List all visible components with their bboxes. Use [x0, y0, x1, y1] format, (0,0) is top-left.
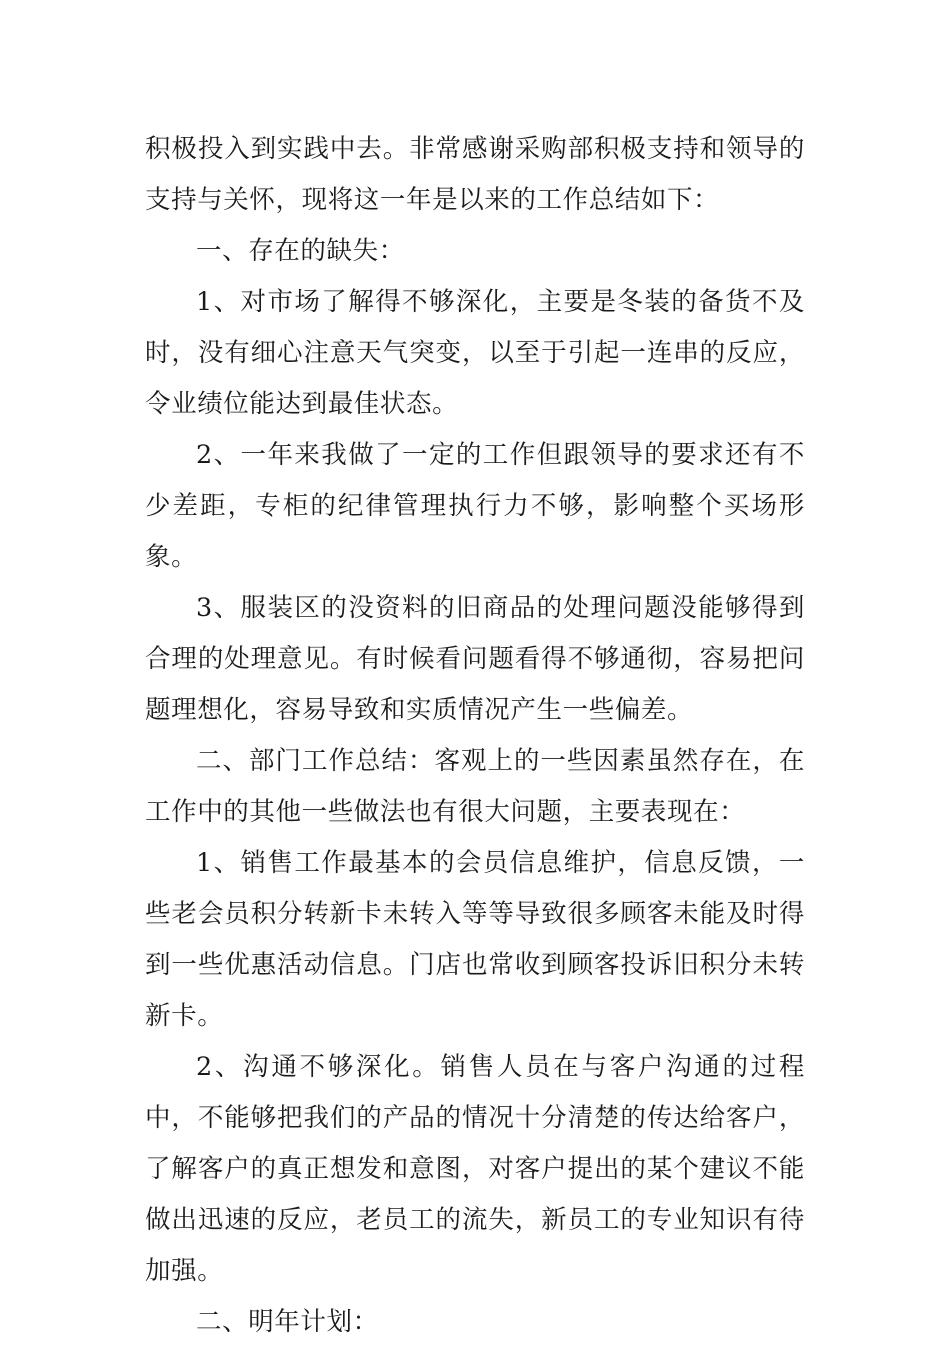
paragraph-intro: 积极投入到实践中去。非常感谢采购部积极支持和领导的支持与关怀，现将这一年是以来的工作总结如下：: [145, 134, 805, 215]
paragraph-summary-2: 2、沟通不够深化。销售人员在与客户沟通的过程中，不能够把我们的产品的情况十分清楚的传达给客户，了解客户的真正想发和意图，对客户提出的某个建议不能做出迅速的反应，老员工的流失，新员工的专业知识有待加强。: [145, 1052, 805, 1286]
paragraph-shortcoming-2: 2、一年来我做了一定的工作但跟领导的要求还有不少差距，专柜的纪律管理执行力不够，影响整个买场形象。: [145, 440, 805, 572]
heading-department-summary: 二、部门工作总结：客观上的一些因素虽然存在，在工作中的其他一些做法也有很大问题，主要表现在：: [145, 746, 805, 827]
paragraph-shortcoming-3: 3、服装区的没资料的旧商品的处理问题没能够得到合理的处理意见。有时候看问题看得不够通彻，容易把问题理想化，容易导致和实质情况产生一些偏差。: [145, 593, 805, 725]
document-body: [145, 124, 805, 1348]
paragraph-shortcoming-1: 1、对市场了解得不够深化，主要是冬装的备货不及时，没有细心注意天气突变，以至于引起一连串的反应，令业绩位能达到最佳状态。: [145, 287, 805, 419]
paragraph-summary-1: 1、销售工作最基本的会员信息维护，信息反馈，一些老会员积分转新卡未转入等等导致很多顾客未能及时得到一些优惠活动信息。门店也常收到顾客投诉旧积分未转新卡。: [145, 848, 805, 1031]
heading-next-year-plan: 二、明年计划：: [196, 1307, 379, 1337]
heading-shortcomings: 一、存在的缺失：: [196, 236, 405, 266]
